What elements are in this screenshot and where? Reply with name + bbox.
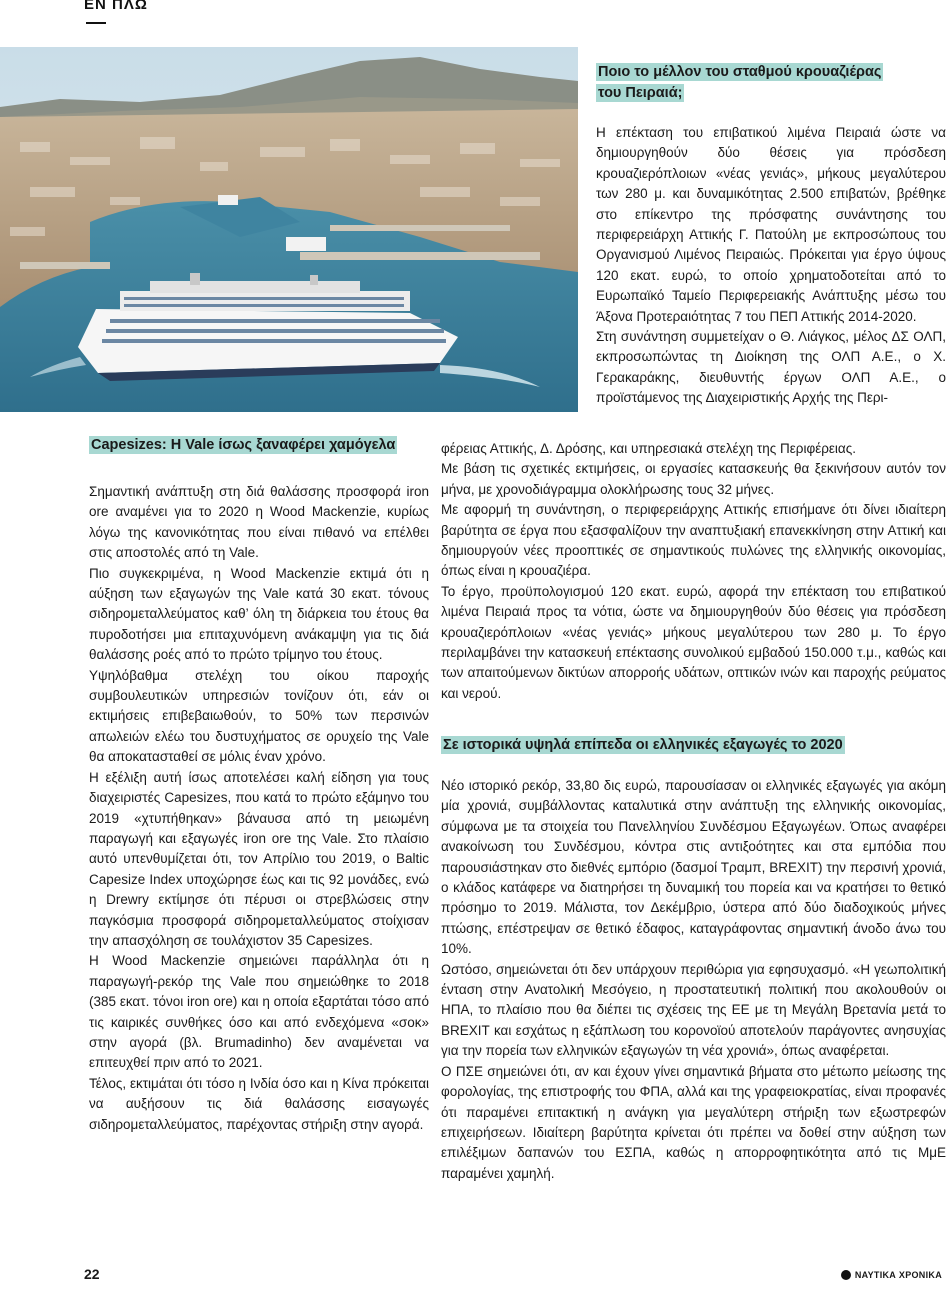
paragraph: Η επέκταση του επιβατικού λιμένα Πειραιά ώστε να δημιουργηθούν δύο θέσεις για πρόσδεση κρουαζιερόπλοιων «νέας γενιάς», μήκους μεγαλύτερου των 280 μ. και δυναμικότητας 2.500 επιβατών, βρέθηκε στο επίκεντρο της πρόσφατης συνάντησης του περιφερειάρχη Αττικής Γ. Πατούλη με εκπροσώπους του Οργανισμού Λιμένος Πειραιώς. Πρόκειται για έργο ύψους 120 εκατ. ευρώ, το οποίο χρηματοδοτείται από το Ευρωπαϊκό Ταμείο Περιφερειακής Ανάπτυξης μέσω του Άξονα Προτεραιότητας 7 του ΠΕΠ Αττικής 2014-2020.	[596, 125, 946, 324]
paragraph: φέρειας Αττικής, Δ. Δρόσης, και υπηρεσιακά στελέχη της Περιφέρειας.	[441, 441, 856, 456]
section-rule	[86, 22, 106, 24]
paragraph: Στη συνάντηση συμμετείχαν ο Θ. Λιάγκος, μέλος ΔΣ ΟΛΠ, εκπροσωπώντας τη Διοίκηση της ΟΛΠ Α.Ε., ο Χ. Γερακαράκης, διευθυντής έργων ΟΛΠ Α.Ε., ο προϊστάμενος της Διαχειριστικής Αρχής της Περι-	[596, 329, 946, 406]
article-heading-capesizes	[89, 435, 429, 456]
heading-text: Σε ιστορικά υψηλά επίπεδα οι ελληνικές εξαγωγές το 2020	[443, 737, 843, 753]
paragraph: Ωστόσο, σημειώνεται ότι δεν υπάρχουν περιθώρια για εφησυχασμό. «Η γεωπολιτική ένταση στην Ανατολική Μεσόγειο, η προστατευτική πολιτική που ακολουθούν οι ΗΠΑ, το πλαίσιο που θα διέπει τις σχέσεις της ΕΕ με τη Μεγάλη Βρετανία μετά το BREXIT και εσχάτως η εξάπλωση του κορονοϊού αποτελούν παράγοντες ανησυχίας για την πορεία των ελληνικών εξαγωγών τη νέα χρονιά», όπως αναφέρεται.	[441, 961, 946, 1059]
paragraph: Σημαντική ανάπτυξη στη διά θαλάσσης προσφορά iron ore αναμένει για το 2020 η Wood Mackenzie, κυρίως λόγω της κανονικότητας που είναι πιθανό να επέλθει στις αποστολές από τη Vale.	[89, 484, 429, 561]
paragraph: Η Wood Mackenzie σημειώνει παράλληλα ότι η παραγωγή-ρεκόρ της Vale που σημειώθηκε το 2018 (385 εκατ. τόνοι iron ore) και η οποία εξαρτάται τόσο από τις καιρικές συνθήκες όσο και από ενδεχόμενα «σοκ» στην αγορά (βλ. Brumadinho) δεν αναμένεται να επιτευχθεί πριν από το 2021.	[89, 953, 429, 1071]
paragraph: Νέο ιστορικό ρεκόρ, 33,80 δις ευρώ, παρουσίασαν οι ελληνικές εξαγωγές για ακόμη μία χρονιά, συμβάλλοντας καταλυτικά στην ανάπτυξη της ελληνικής οικονομίας, σύμφωνα με τα στοιχεία του Πανελληνίου Συνδέσμου Εξαγωγέων. Όπως αναφέρει ανακοίνωση του Συνδέσμου, κόντρα στις αντιξοότητες και στα εμπόδια που παρουσιάστηκαν στο διεθνές εμπόριο (δασμοί Τραμπ, BREXIT) την περσινή χρονιά, ο κλάδος κατάφερε να διατηρήσει τη δυναμική του πορεία και να κρατήσει το θετικό πρόσημο το 2019. Μάλιστα, τον Δεκέμβριο, ύστερα από δύο διαδοχικούς μήνες πτώσης, επέστρεψαν σε θετικό έδαφος, καταγράφοντας σημαντική άνοδο άνω του 10%.	[441, 778, 946, 957]
paragraph: Τέλος, εκτιμάται ότι τόσο η Ινδία όσο και η Κίνα πρόκειται να αυξήσουν τις διά θαλάσσης εισαγωγές σιδηρομεταλλεύματος, παρέχοντας στήριξη στην αγορά.	[89, 1075, 429, 1132]
paragraph: Υψηλόβαθμα στελέχη του οίκου παροχής συμβουλευτικών υπηρεσιών τονίζουν ότι, εάν οι εκτιμήσεις επιβεβαιωθούν, το 50% των περσινών απωλειών ελέω του δυστυχήματος σε ορυχείο της Vale θα αποκατασταθεί σε μόλις έναν χρόνο.	[89, 667, 429, 765]
heading-line-1: Ποιο το μέλλον του σταθμού κρουαζιέρας	[598, 64, 882, 80]
paragraph: Η εξέλιξη αυτή ίσως αποτελέσει καλή είδηση για τους διαχειριστές Capesizes, που κατά το πρώτο εξάμηνο του 2019 «χτυπήθηκαν» βάναυσα από τη μειωμένη παραγωγή και εξαγωγές iron ore της Vale. Στο πλαίσιο αυτό υπενθυμίζεται ότι, τον Απρίλιο του 2019, ο Baltic Capesize Index υποχώρησε έως και τις 92 μονάδες, ενώ η Drewry εκτίμησε ότι πέρυσι οι στρεβλώσεις στην παγκόσμια προσφορά σιδηρομεταλλεύματος στοίχισαν την απασχόληση σε τουλάχιστον 35 Capesizes.	[89, 769, 429, 948]
paragraph: Με αφορμή τη συνάντηση, ο περιφερειάρχης Αττικής επισήμανε ότι δίνει ιδιαίτερη βαρύτητα σε έργα που εξασφαλίζουν την αναπτυξιακή επανεκκίνηση στην Αττική και δημιουργούν νέες προοπτικές σε σημαντικούς πυλώνες της ελληνικής οικονομίας, όπως είναι η κρουαζιέρα.	[441, 502, 946, 579]
article-heading-cruise	[596, 62, 926, 104]
paragraph: Με βάση τις σχετικές εκτιμήσεις, οι εργασίες κατασκευής θα ξεκινήσουν αυτόν τον μήνα, με χρονοδιάγραμμα ολοκλήρωσης τους 32 μήνες.	[441, 461, 946, 497]
brand-logo-icon	[841, 1270, 851, 1280]
article-heading-exports	[441, 735, 946, 756]
footer-brand	[841, 1270, 942, 1280]
section-label: ΕΝ ΠΛΩ	[84, 0, 148, 13]
heading-text: Capesizes: Η Vale ίσως ξαναφέρει χαμόγελα	[91, 437, 396, 453]
piraeus-harbour-photo	[0, 47, 578, 412]
article-body-cruise-continued	[441, 439, 946, 704]
heading-line-2: του Πειραιά;	[598, 85, 683, 101]
paragraph: Το έργο, προϋπολογισμού 120 εκατ. ευρώ, αφορά την επέκταση του επιβατικού λιμένα Πειραιά προς τα νότια, ώστε να δημιουργηθούν δύο θέσεις για πρόσδεση κρουαζιερόπλοιων «νέας γενιάς» μήκους μεγαλύτερου των 280 μ. Το έργο περιλαμβάνει την κατασκευή επέκτασης συνολικού εμβαδού 150.000 τ.μ., καθώς και των απαιτούμενων δικτύων απορροής υδάτων, οπτικών ινών και παροχής ρεύματος και νερού.	[441, 583, 946, 701]
paragraph: Ο ΠΣΕ σημειώνει ότι, αν και έχουν γίνει σημαντικά βήματα στο μέτωπο μείωσης της φορολογίας, της επιστροφής του ΦΠΑ, αλλά και της γραφειοκρατίας, είναι προφανές ότι παραμένει επιτακτική η ανάγκη για μεγαλύτερη στήριξη των εξωστρεφών επιχειρήσεων. Ιδιαίτερη βαρύτητα κρίνεται ότι πρέπει να δοθεί στην αύξηση των επιλέξιμων δαπανών του ΕΣΠΑ, καθώς η απορροφητικότητα από τις ΜμΕ παραμένει χαμηλή.	[441, 1063, 946, 1181]
article-body-capesizes	[89, 482, 429, 1135]
brand-name: ΝΑΥΤΙΚΑ ΧΡΟΝΙΚΑ	[854, 1270, 942, 1280]
article-body-exports	[441, 776, 946, 1184]
article-body-cruise-top	[596, 123, 946, 409]
page-number: 22	[84, 1266, 100, 1282]
paragraph: Πιο συγκεκριμένα, η Wood Mackenzie εκτιμά ότι η αύξηση των εξαγωγών της Vale κατά 30 εκατ. τόνους σιδηρομεταλλεύματος καθ’ όλη τη διάρκεια του έτους θα πυροδοτήσει μια επιταχυνόμενη ανάκαμψη για τις διά θαλάσσης ροές από το πρώτο τρίμηνο του έτους.	[89, 565, 429, 663]
